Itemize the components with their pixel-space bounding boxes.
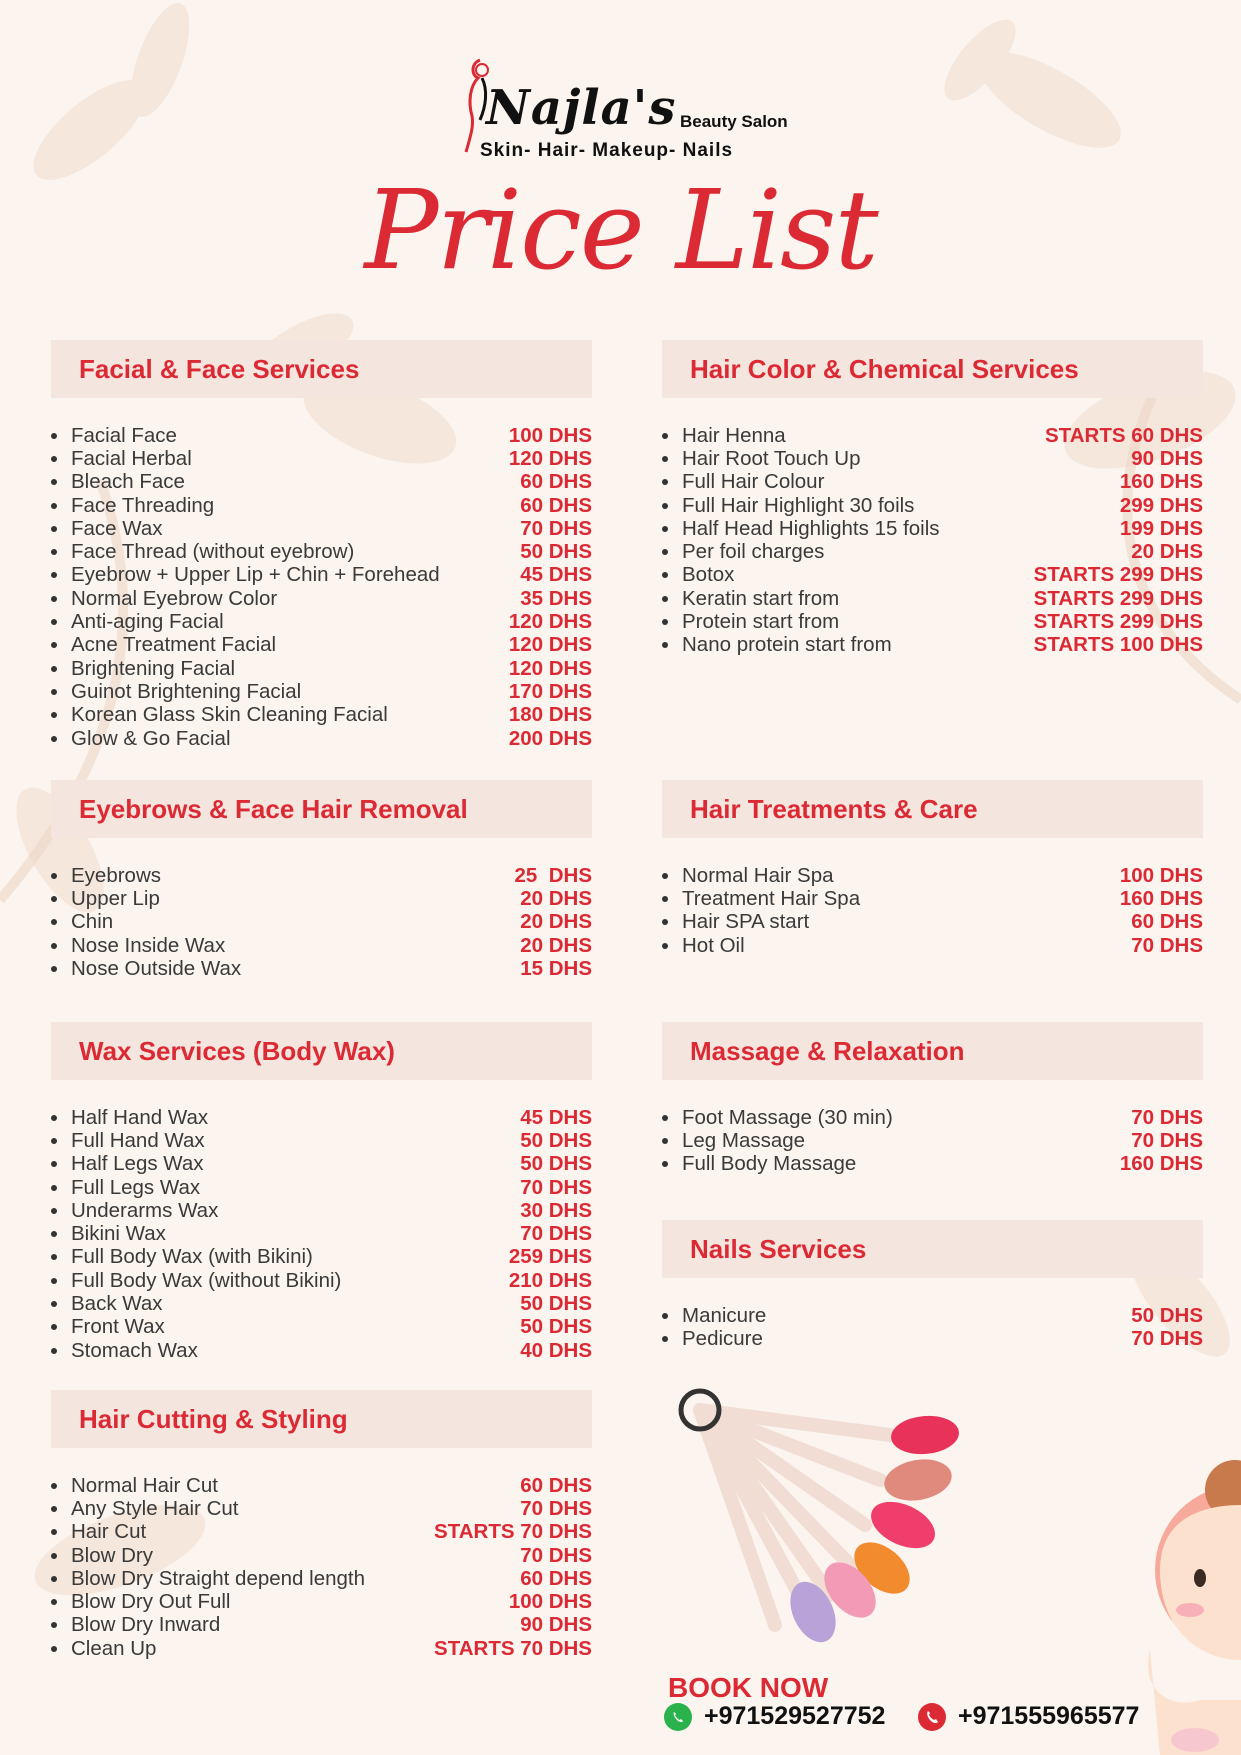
service-name: Chin <box>51 910 113 934</box>
list-item <box>662 447 1203 470</box>
list-item <box>51 471 592 494</box>
list-item <box>662 1129 1203 1152</box>
service-name: Blow Dry Inward <box>51 1613 220 1637</box>
service-price: 20 DHS <box>520 886 592 910</box>
service-price: 60 DHS <box>520 1566 592 1590</box>
service-price: 50 DHS <box>1131 1303 1203 1327</box>
service-name: Acne Treatment Facial <box>51 633 276 657</box>
service-name: Any Style Hair Cut <box>51 1497 238 1521</box>
service-name: Keratin start from <box>662 587 839 611</box>
service-name: Full Body Wax (without Bikini) <box>51 1269 341 1293</box>
list-item <box>51 1222 592 1245</box>
section-title: Facial & Face Services <box>79 353 360 384</box>
service-name: Hair Root Touch Up <box>662 447 861 471</box>
service-name: Hair Henna <box>662 424 786 448</box>
service-price: 160 DHS <box>1119 886 1203 910</box>
girl-illustration <box>1140 1450 1241 1755</box>
list-item <box>662 517 1203 540</box>
list-item <box>662 911 1203 934</box>
price-list <box>662 1106 1203 1176</box>
service-name: Half Head Highlights 15 foils <box>662 517 940 541</box>
whatsapp-icon <box>664 1703 692 1731</box>
service-price: 100 DHS <box>1119 863 1203 887</box>
phone-contact[interactable] <box>918 1702 1139 1731</box>
service-price: 259 DHS <box>508 1245 592 1269</box>
service-name: Foot Massage (30 min) <box>662 1106 893 1130</box>
service-name: Brightening Facial <box>51 657 235 681</box>
service-price: STARTS 299 DHS <box>1033 610 1203 634</box>
service-name: Full Hand Wax <box>51 1129 205 1153</box>
service-price: 45 DHS <box>520 1105 592 1129</box>
service-name: Hair SPA start <box>662 910 809 934</box>
service-price: STARTS 60 DHS <box>1045 423 1203 447</box>
service-price: 50 DHS <box>520 1152 592 1176</box>
list-item <box>51 610 592 633</box>
list-item <box>662 634 1203 657</box>
service-name: Stomach Wax <box>51 1339 198 1363</box>
list-item <box>51 424 592 447</box>
service-name: Full Body Massage <box>662 1152 856 1176</box>
list-item <box>51 1567 592 1590</box>
service-name: Manicure <box>662 1304 766 1328</box>
price-list <box>662 864 1203 957</box>
service-name: Treatment Hair Spa <box>662 887 860 911</box>
logo-name: Najla's <box>486 80 677 136</box>
list-item <box>51 587 592 610</box>
section-header <box>51 780 592 838</box>
list-item <box>51 540 592 563</box>
service-name: Anti-aging Facial <box>51 610 224 634</box>
list-item <box>51 1246 592 1269</box>
service-price: 299 DHS <box>1119 493 1203 517</box>
section-title: Hair Color & Chemical Services <box>690 353 1079 384</box>
price-list <box>51 1106 592 1362</box>
service-name: Half Hand Wax <box>51 1106 208 1130</box>
list-item <box>51 447 592 470</box>
list-item <box>51 864 592 887</box>
price-list <box>51 1474 592 1660</box>
service-price: 120 DHS <box>508 656 592 680</box>
list-item <box>51 911 592 934</box>
list-item <box>51 1292 592 1315</box>
list-item <box>51 564 592 587</box>
list-item <box>662 887 1203 910</box>
service-price: 70 DHS <box>520 1175 592 1199</box>
service-name: Facial Face <box>51 424 177 448</box>
service-name: Eyebrow + Upper Lip + Chin + Forehead <box>51 563 440 587</box>
list-item <box>51 704 592 727</box>
service-name: Normal Hair Cut <box>51 1474 218 1498</box>
nail-swatch-illustration <box>670 1380 970 1660</box>
list-item <box>51 1474 592 1497</box>
service-name: Guinot Brightening Facial <box>51 680 301 704</box>
service-name: Nose Inside Wax <box>51 934 225 958</box>
price-list <box>51 864 592 980</box>
list-item <box>51 634 592 657</box>
section-hair-cutting <box>51 1390 592 1660</box>
service-name: Face Thread (without eyebrow) <box>51 540 354 564</box>
list-item <box>662 587 1203 610</box>
service-name: Front Wax <box>51 1315 165 1339</box>
service-name: Leg Massage <box>662 1129 805 1153</box>
list-item <box>51 1129 592 1152</box>
list-item <box>662 494 1203 517</box>
service-price: 120 DHS <box>508 633 592 657</box>
service-price: 60 DHS <box>520 493 592 517</box>
book-now-label: BOOK NOW <box>668 1672 829 1703</box>
section-title: Massage & Relaxation <box>690 1035 965 1066</box>
list-item <box>51 680 592 703</box>
section-header <box>51 1022 592 1080</box>
service-price: STARTS 299 DHS <box>1033 586 1203 610</box>
list-item <box>51 1637 592 1660</box>
page-title: Price List <box>364 166 877 294</box>
service-price: 20 DHS <box>520 910 592 934</box>
list-item <box>662 864 1203 887</box>
service-name: Blow Dry Out Full <box>51 1590 230 1614</box>
service-name: Full Hair Highlight 30 foils <box>662 494 914 518</box>
service-price: 120 DHS <box>508 446 592 470</box>
logo-tagline: Skin- Hair- Makeup- Nails <box>480 140 734 161</box>
service-price: 160 DHS <box>1119 470 1203 494</box>
service-price: 70 DHS <box>1131 933 1203 957</box>
section-title: Wax Services (Body Wax) <box>79 1035 395 1066</box>
list-item <box>51 1106 592 1129</box>
list-item <box>51 1497 592 1520</box>
service-price: 15 DHS <box>520 956 592 980</box>
section-title: Nails Services <box>690 1233 867 1264</box>
service-price: 20 DHS <box>520 933 592 957</box>
service-price: 90 DHS <box>1131 446 1203 470</box>
section-hair-treatments <box>662 780 1203 957</box>
service-price: 70 DHS <box>520 516 592 540</box>
service-price: 199 DHS <box>1119 516 1203 540</box>
section-facial <box>51 340 592 750</box>
service-price: 120 DHS <box>508 610 592 634</box>
list-item <box>51 517 592 540</box>
service-name: Bleach Face <box>51 470 185 494</box>
service-name: Blow Dry Straight depend length <box>51 1567 365 1591</box>
section-header <box>51 340 592 398</box>
list-item <box>662 1304 1203 1327</box>
service-name: Nano protein start from <box>662 633 892 657</box>
service-price: 100 DHS <box>508 1590 592 1614</box>
list-item <box>51 1521 592 1544</box>
service-name: Hair Cut <box>51 1520 146 1544</box>
service-price: 100 DHS <box>508 423 592 447</box>
service-price: 25 DHS <box>514 863 592 887</box>
list-item <box>51 1614 592 1637</box>
price-list <box>662 1304 1203 1351</box>
list-item <box>51 957 592 980</box>
section-nails <box>662 1220 1203 1351</box>
service-name: Eyebrows <box>51 864 161 888</box>
service-name: Clean Up <box>51 1637 156 1661</box>
service-price: 70 DHS <box>1131 1128 1203 1152</box>
service-name: Full Body Wax (with Bikini) <box>51 1245 313 1269</box>
service-price: 200 DHS <box>508 726 592 750</box>
section-header <box>662 1220 1203 1278</box>
service-name: Normal Eyebrow Color <box>51 587 277 611</box>
salon-logo <box>0 50 1241 160</box>
whatsapp-number: +971529527752 <box>704 1702 886 1730</box>
service-name: Face Wax <box>51 517 163 541</box>
service-name: Full Hair Colour <box>662 470 824 494</box>
service-name: Upper Lip <box>51 887 160 911</box>
service-name: Protein start from <box>662 610 839 634</box>
service-name: Half Legs Wax <box>51 1152 204 1176</box>
service-price: 70 DHS <box>1131 1105 1203 1129</box>
service-price: STARTS 70 DHS <box>434 1636 592 1660</box>
service-price: 60 DHS <box>520 1473 592 1497</box>
service-name: Face Threading <box>51 494 214 518</box>
list-item <box>51 1316 592 1339</box>
section-title: Hair Treatments & Care <box>690 793 978 824</box>
service-price: 50 DHS <box>520 540 592 564</box>
service-name: Underarms Wax <box>51 1199 218 1223</box>
service-price: 20 DHS <box>1131 540 1203 564</box>
service-price: 70 DHS <box>520 1543 592 1567</box>
section-header <box>51 1390 592 1448</box>
service-name: Normal Hair Spa <box>662 864 834 888</box>
section-header <box>662 780 1203 838</box>
service-price: 90 DHS <box>520 1613 592 1637</box>
list-item <box>51 1269 592 1292</box>
service-name: Per foil charges <box>662 540 824 564</box>
list-item <box>51 727 592 750</box>
service-name: Full Legs Wax <box>51 1176 200 1200</box>
list-item <box>662 424 1203 447</box>
service-name: Back Wax <box>51 1292 163 1316</box>
service-price: 40 DHS <box>520 1338 592 1362</box>
service-name: Hot Oil <box>662 934 745 958</box>
list-item <box>51 1590 592 1613</box>
logo-subtitle: Beauty Salon <box>680 112 788 131</box>
list-item <box>662 1106 1203 1129</box>
section-hair-color <box>662 340 1203 657</box>
phone-number: +971555965577 <box>958 1702 1140 1730</box>
service-price: 70 DHS <box>1131 1326 1203 1350</box>
section-header <box>662 340 1203 398</box>
service-name: Botox <box>662 563 734 587</box>
service-price: STARTS 299 DHS <box>1033 563 1203 587</box>
list-item <box>51 1199 592 1222</box>
section-title: Eyebrows & Face Hair Removal <box>79 793 468 824</box>
service-price: 50 DHS <box>520 1315 592 1339</box>
service-name: Pedicure <box>662 1327 763 1351</box>
service-price: 180 DHS <box>508 703 592 727</box>
section-header <box>662 1022 1203 1080</box>
phone-icon <box>918 1703 946 1731</box>
list-item <box>51 1544 592 1567</box>
service-name: Glow & Go Facial <box>51 727 231 751</box>
list-item <box>662 610 1203 633</box>
list-item <box>51 657 592 680</box>
service-price: 50 DHS <box>520 1292 592 1316</box>
service-price: 50 DHS <box>520 1128 592 1152</box>
service-name: Korean Glass Skin Cleaning Facial <box>51 703 388 727</box>
service-name: Nose Outside Wax <box>51 957 241 981</box>
service-price: 160 DHS <box>1119 1152 1203 1176</box>
price-list <box>662 424 1203 657</box>
service-name: Blow Dry <box>51 1544 153 1568</box>
service-price: 60 DHS <box>520 470 592 494</box>
list-item <box>51 1176 592 1199</box>
service-price: STARTS 100 DHS <box>1033 633 1203 657</box>
service-price: 210 DHS <box>508 1268 592 1292</box>
service-price: 170 DHS <box>508 679 592 703</box>
service-price: 60 DHS <box>1131 910 1203 934</box>
list-item <box>662 471 1203 494</box>
list-item <box>662 564 1203 587</box>
service-price: STARTS 70 DHS <box>434 1520 592 1544</box>
list-item <box>51 1339 592 1362</box>
section-massage <box>662 1022 1203 1176</box>
list-item <box>51 1153 592 1176</box>
service-name: Bikini Wax <box>51 1222 166 1246</box>
service-price: 45 DHS <box>520 563 592 587</box>
whatsapp-contact[interactable] <box>664 1702 885 1731</box>
service-price: 30 DHS <box>520 1198 592 1222</box>
section-wax <box>51 1022 592 1362</box>
service-price: 35 DHS <box>520 586 592 610</box>
list-item <box>51 934 592 957</box>
list-item <box>662 934 1203 957</box>
list-item <box>662 1153 1203 1176</box>
service-price: 70 DHS <box>520 1496 592 1520</box>
service-price: 70 DHS <box>520 1222 592 1246</box>
list-item <box>51 887 592 910</box>
price-list <box>51 424 592 750</box>
section-eyebrows <box>51 780 592 980</box>
list-item <box>662 1327 1203 1350</box>
section-title: Hair Cutting & Styling <box>79 1403 348 1434</box>
service-name: Facial Herbal <box>51 447 192 471</box>
list-item <box>662 540 1203 563</box>
list-item <box>51 494 592 517</box>
